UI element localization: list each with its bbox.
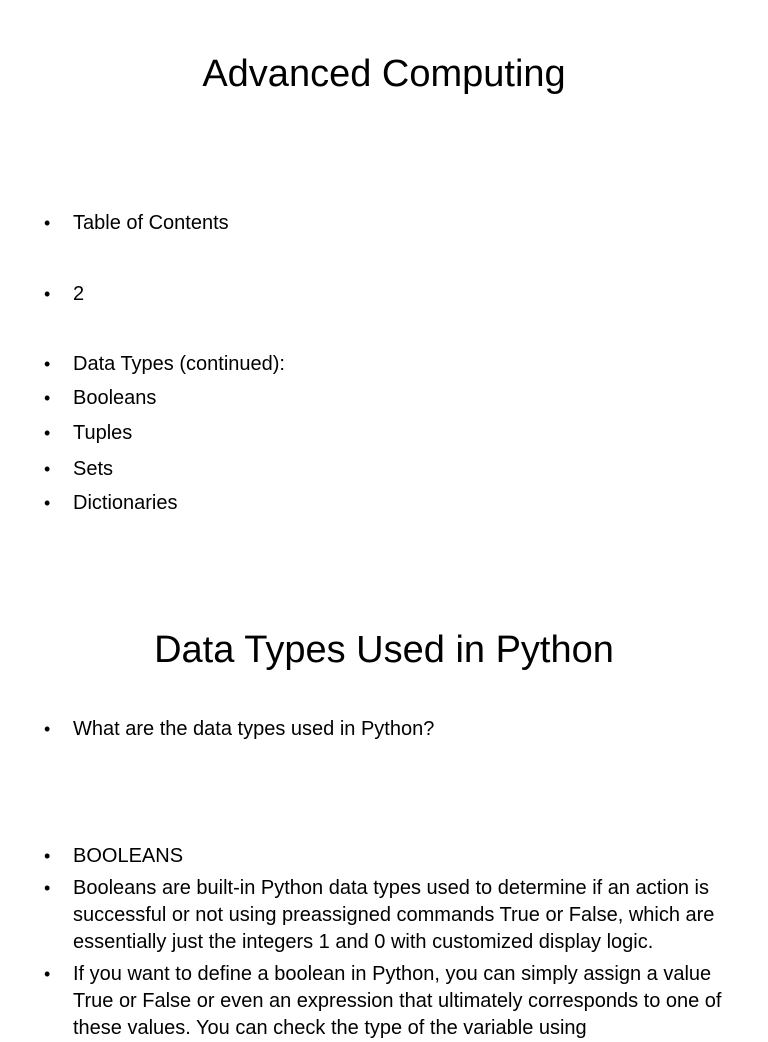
bullet-icon: • xyxy=(44,213,51,233)
list-item xyxy=(44,420,734,447)
bullet-icon: • xyxy=(44,964,51,984)
list-item xyxy=(44,456,734,483)
bullet-icon: • xyxy=(44,493,51,513)
list-item xyxy=(44,875,734,956)
list-item-text: Table of Contents xyxy=(73,212,229,234)
list-item-text: BOOLEANS xyxy=(73,845,184,867)
bullet-icon: • xyxy=(44,878,51,898)
bullet-icon: • xyxy=(44,284,51,304)
list-item-text: Tuples xyxy=(73,422,133,444)
list-item xyxy=(44,490,734,517)
list-item xyxy=(44,961,734,1042)
list-item-text: Dictionaries xyxy=(73,492,178,514)
list-item xyxy=(44,281,734,308)
list-item-text: Sets xyxy=(73,458,114,480)
list-item xyxy=(44,716,734,743)
list-item xyxy=(44,385,734,412)
bullet-icon: • xyxy=(44,719,51,739)
list-item-text: Booleans xyxy=(73,387,157,409)
bullet-icon: • xyxy=(44,423,51,443)
slide-title: Advanced Computing xyxy=(202,53,566,95)
bullet-icon: • xyxy=(44,846,51,866)
list-item-text: 2 xyxy=(73,283,85,305)
list-item-text: What are the data types used in Python? xyxy=(73,718,435,740)
list-item-text: If you want to define a boolean in Python, you can simply assign a value True or False or even an expression that ultimately corresponds to one of these values. You can check the type of the variable using xyxy=(73,963,728,1039)
bullet-icon: • xyxy=(44,459,51,479)
list-item xyxy=(44,210,734,237)
bullet-icon: • xyxy=(44,388,51,408)
list-item-text: Data Types (continued): xyxy=(73,353,285,375)
list-item xyxy=(44,843,734,870)
slide-title: Data Types Used in Python xyxy=(154,629,614,671)
bullet-icon: • xyxy=(44,354,51,374)
list-item xyxy=(44,351,734,378)
list-item-text: Booleans are built-in Python data types used to determine if an action is successful or not using preassigned commands True or False, which are essentially just the integers 1 and 0 with customized display logic. xyxy=(73,877,720,953)
